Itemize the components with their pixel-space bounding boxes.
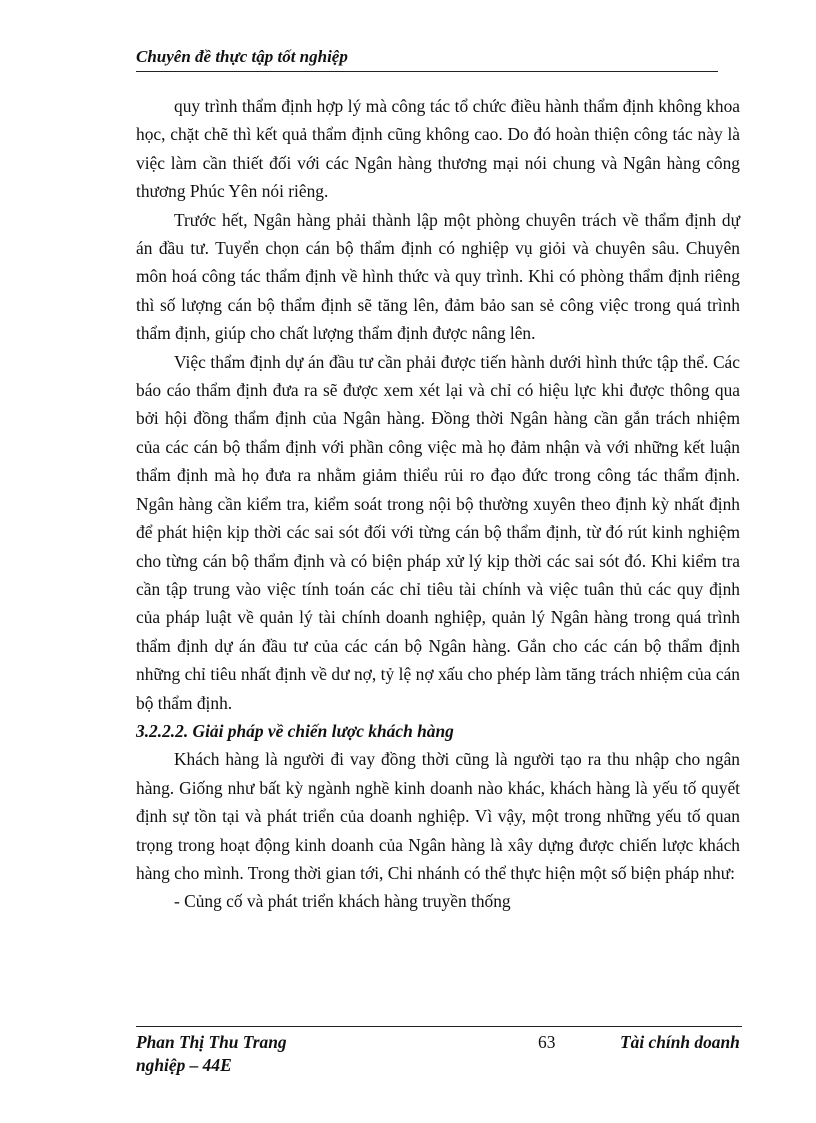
- footer-department-cont: nghiệp – 44E: [136, 1055, 232, 1075]
- header-divider: [136, 71, 718, 72]
- footer-author: Phan Thị Thu Trang: [136, 1032, 287, 1052]
- document-body: [136, 92, 740, 916]
- footer-department: Tài chính doanh: [620, 1032, 740, 1052]
- body-paragraph-3: Việc thẩm định dự án đầu tư cần phải được tiến hành dưới hình thức tập thể. Các báo cáo thẩm định đưa ra sẽ được xem xét lại và chỉ có hiệu lực khi được thông qua bởi hội đồng thẩm định của Ngân hàng. Đồng thời Ngân hàng cần gắn trách nhiệm của các cán bộ thẩm định với phần công việc mà họ đảm nhận và với những kết luận thẩm định mà họ đưa ra nhằm giảm thiểu rủi ro đạo đức trong công tác thẩm định. Ngân hàng cần kiểm tra, kiểm soát trong nội bộ thường xuyên theo định kỳ nhất định để phát hiện kịp thời các sai sót đối với từng cán bộ thẩm định, từ đó rút kinh nghiệm cho từng cán bộ thẩm định và có biện pháp xử lý kịp thời các sai sót đó. Khi kiểm tra cần tập trung vào việc tính toán các chỉ tiêu tài chính và việc tuân thủ các quy định của pháp luật về quản lý tài chính doanh nghiệp, quản lý Ngân hàng trong quá trình thẩm định dự án đầu tư của các cán bộ Ngân hàng. Gắn cho các cán bộ thẩm định những chỉ tiêu nhất định về dư nợ, tỷ lệ nợ xấu cho phép làm tăng trách nhiệm của cán bộ thẩm định.: [136, 351, 740, 713]
- body-paragraph-2: Trước hết, Ngân hàng phải thành lập một phòng chuyên trách về thẩm định dự án đầu tư. Tuyển chọn cán bộ thẩm định có nghiệp vụ giỏi và chuyên sâu. Chuyên môn hoá công tác thẩm định về hình thức và quy trình. Khi có phòng thẩm định riêng thì số lượng cán bộ thẩm định sẽ tăng lên, đảm bảo san sẻ công việc trong quá trình thẩm định, giúp cho chất lượng thẩm định được nâng lên.: [136, 209, 740, 344]
- page-header-title: Chuyên đề thực tập tốt nghiệp: [136, 47, 348, 66]
- footer-divider: [136, 1026, 742, 1027]
- body-paragraph-1: quy trình thẩm định hợp lý mà công tác tổ chức điều hành thẩm định không khoa học, chặt chẽ thì kết quả thẩm định cũng không cao. Do đó hoàn thiện công tác này là việc làm cần thiết đối với các Ngân hàng thương mại nói chung và Ngân hàng công thương Phúc Yên nói riêng.: [136, 96, 740, 202]
- section-heading: 3.2.2.2. Giải pháp về chiến lược khách hàng: [136, 720, 454, 741]
- bullet-item: - Củng cố và phát triển khách hàng truyền thống: [174, 891, 511, 912]
- page-number: 63: [538, 1032, 556, 1052]
- section-paragraph-1: Khách hàng là người đi vay đồng thời cũng là người tạo ra thu nhập cho ngân hàng. Giống như bất kỳ ngành nghề kinh doanh nào khác, khách hàng là yếu tố quyết định sự tồn tại và phát triển của doanh nghiệp. Vì vậy, một trong những yếu tố quan trọng trong hoạt động kinh doanh của Ngân hàng là xây dựng được chiến lược khách hàng cho mình. Trong thời gian tới, Chi nhánh có thể thực hiện một số biện pháp như:: [136, 749, 740, 883]
